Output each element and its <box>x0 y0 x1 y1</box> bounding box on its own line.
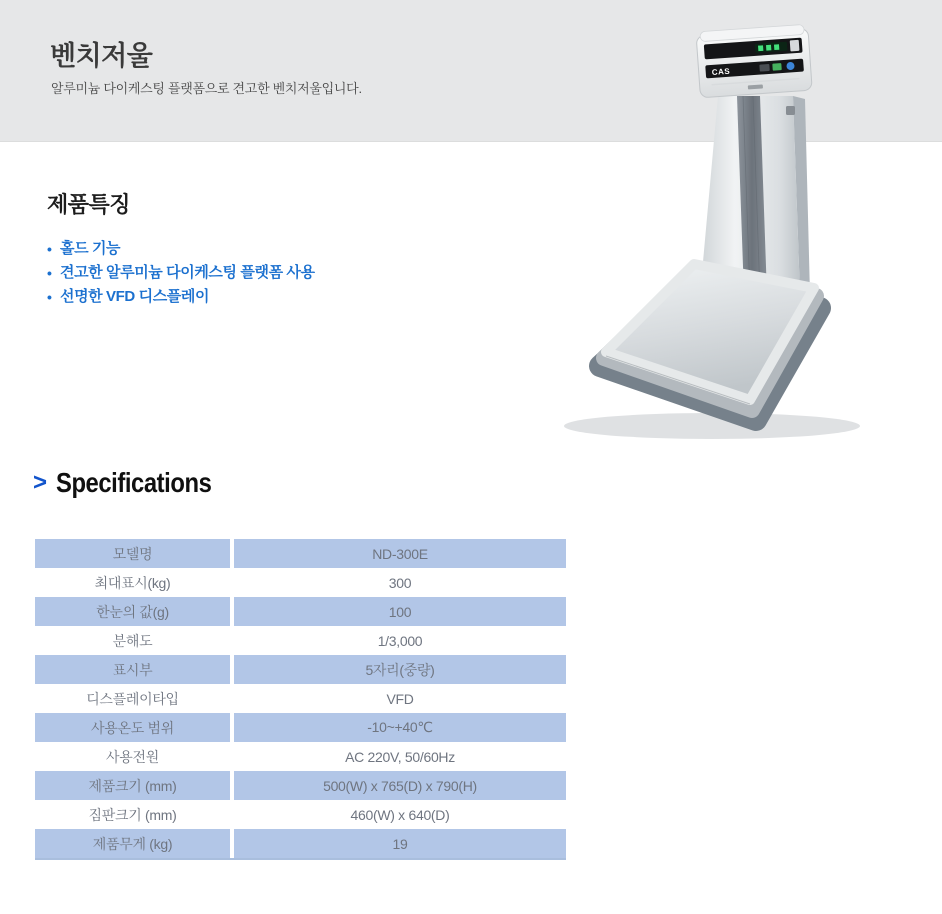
feature-item: • 홀드 기능 <box>47 237 527 261</box>
key-gray <box>759 64 769 72</box>
spec-row <box>35 829 566 858</box>
feature-item: • 견고한 알루미늄 다이케스팅 플랫폼 사용 <box>47 261 527 285</box>
spec-label: 사용전원 <box>35 742 234 771</box>
spec-row <box>35 597 566 626</box>
spec-label: 최대표시(kg) <box>35 568 234 597</box>
spec-value: 19 <box>392 835 408 852</box>
spec-label: 제품크기 (mm) <box>35 771 234 800</box>
scale-display-head <box>696 24 812 98</box>
spec-label: 한눈의 값(g) <box>35 597 234 626</box>
spec-label: 모델명 <box>35 539 234 568</box>
spec-label: 짐판크기 (mm) <box>35 800 234 829</box>
specifications-heading <box>33 467 239 499</box>
page-title: 벤치저울 <box>50 41 153 71</box>
spec-value: 500(W) x 765(D) x 790(H) <box>323 777 477 794</box>
spec-value: 460(W) x 640(D) <box>350 806 450 823</box>
spec-label: 표시부 <box>35 655 234 684</box>
spec-row <box>35 771 566 800</box>
feature-item: • 선명한 VFD 디스플레이 <box>47 285 527 309</box>
spec-table <box>35 539 566 860</box>
spec-value: 1/3,000 <box>377 632 423 649</box>
chevron-right-icon: > <box>33 469 48 496</box>
spec-value: ND-300E <box>372 545 428 562</box>
scale-shadow <box>564 413 860 439</box>
spec-value: 100 <box>388 603 412 620</box>
spec-value: VFD <box>386 690 414 707</box>
spec-row <box>35 800 566 829</box>
spec-row <box>35 713 566 742</box>
spec-value: AC 220V, 50/60Hz <box>345 748 455 765</box>
scale-platform <box>600 264 820 420</box>
page-subtitle: 알루미늄 다이케스팅 플랫폼으로 견고한 벤치저울입니다. <box>51 81 362 96</box>
features-section <box>47 188 527 309</box>
features-list <box>47 237 527 309</box>
spec-label: 사용온도 범위 <box>35 713 234 742</box>
spec-label: 분해도 <box>35 626 234 655</box>
spec-row <box>35 684 566 713</box>
spec-row <box>35 539 566 568</box>
spec-value: 300 <box>388 574 412 591</box>
spec-row <box>35 742 566 771</box>
spec-value: 5자리(중량) <box>365 661 435 678</box>
spec-row <box>35 568 566 597</box>
bench-scale-photo <box>560 10 942 440</box>
spec-label: 제품무게 (kg) <box>35 829 234 858</box>
spec-value: -10~+40℃ <box>367 719 433 735</box>
key-green <box>772 63 781 71</box>
features-heading: 제품특징 <box>47 192 131 217</box>
spec-label: 디스플레이타입 <box>35 684 234 713</box>
spec-row <box>35 626 566 655</box>
brand-logo: CAS <box>711 66 731 77</box>
specifications-heading-text: Specifications <box>56 467 212 498</box>
spec-row <box>35 655 566 684</box>
